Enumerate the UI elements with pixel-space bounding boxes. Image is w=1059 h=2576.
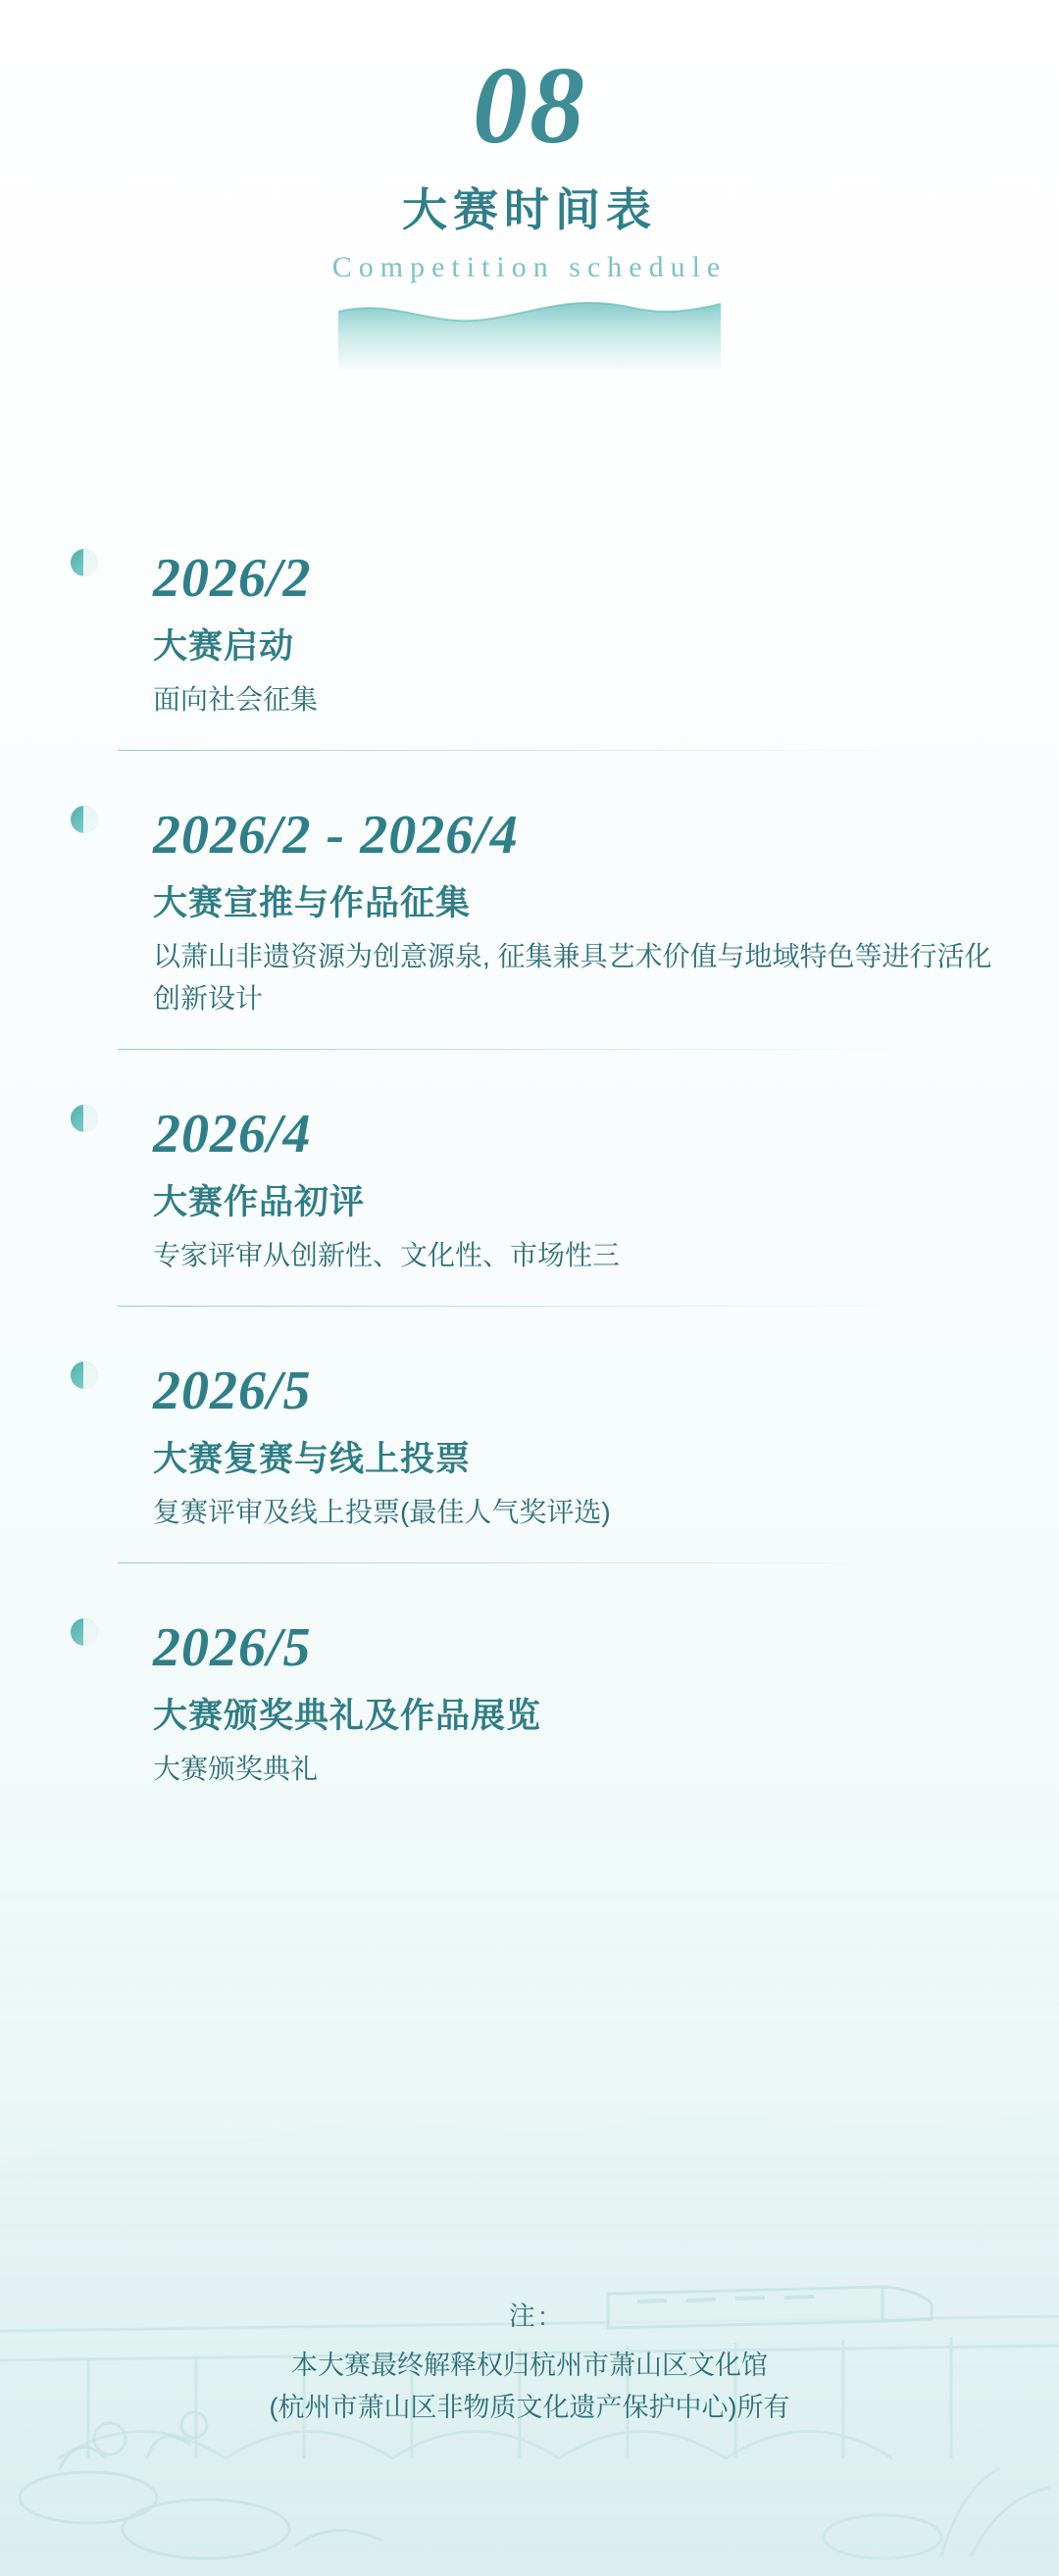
timeline-dot-icon <box>71 1105 98 1132</box>
timeline-description: 以萧山非遗资源为创意源泉, 征集兼具艺术价值与地域特色等进行活化创新设计 <box>153 940 992 1014</box>
timeline-list <box>0 549 1059 1790</box>
timeline-dot-icon <box>71 806 98 833</box>
timeline-divider <box>118 750 892 751</box>
timeline-dot-icon <box>71 1362 98 1389</box>
timeline-description: 大赛颁奖典礼 <box>153 1753 319 1784</box>
wave-divider <box>338 298 721 369</box>
timeline-date: 2026/5 <box>153 1361 312 1422</box>
timeline-date: 2026/2 <box>153 548 312 609</box>
timeline-divider <box>118 1049 892 1050</box>
timeline-description: 复赛评审及线上投票(最佳人气奖评选) <box>153 1496 611 1527</box>
note-line-2: (杭州市萧山区非物质文化遗产保护中心)所有 <box>269 2392 790 2422</box>
note-line-1: 本大赛最终解释权归杭州市萧山区文化馆 <box>291 2350 768 2380</box>
wave-icon <box>338 298 721 369</box>
timeline-heading: 大赛作品初评 <box>153 1182 366 1221</box>
timeline-description: 专家评审从创新性、文化性、市场性三 <box>153 1239 621 1270</box>
timeline-date: 2026/4 <box>153 1104 312 1165</box>
timeline-divider <box>118 1562 892 1563</box>
scenery-illustration <box>0 1870 1059 2576</box>
poster-header <box>0 0 1059 369</box>
page-subtitle: Competition schedule <box>331 251 728 283</box>
timeline-dot-icon <box>71 1618 98 1646</box>
timeline-dot-icon <box>71 549 98 576</box>
timeline-divider <box>118 1306 892 1307</box>
timeline-item <box>0 549 1059 751</box>
note-label: 注: <box>508 2301 551 2331</box>
timeline-description: 面向社会征集 <box>153 683 319 715</box>
timeline-item <box>0 806 1059 1050</box>
timeline-heading: 大赛颁奖典礼及作品展览 <box>153 1696 542 1735</box>
timeline-heading: 大赛启动 <box>153 626 295 666</box>
timeline-heading: 大赛复赛与线上投票 <box>153 1439 472 1478</box>
spacer <box>0 1307 1059 1362</box>
spacer <box>0 1050 1059 1105</box>
spacer <box>0 751 1059 806</box>
spacer <box>0 1563 1059 1618</box>
timeline-heading: 大赛宣推与作品征集 <box>153 883 472 922</box>
timeline-date: 2026/2 - 2026/4 <box>153 804 519 866</box>
page-title: 大赛时间表 <box>402 184 657 235</box>
timeline-item <box>0 1105 1059 1307</box>
timeline-item <box>0 1618 1059 1790</box>
timeline-date: 2026/5 <box>153 1617 312 1679</box>
timeline-item <box>0 1362 1059 1563</box>
footer-note <box>0 2295 1059 2429</box>
section-number: 08 <box>473 45 586 167</box>
